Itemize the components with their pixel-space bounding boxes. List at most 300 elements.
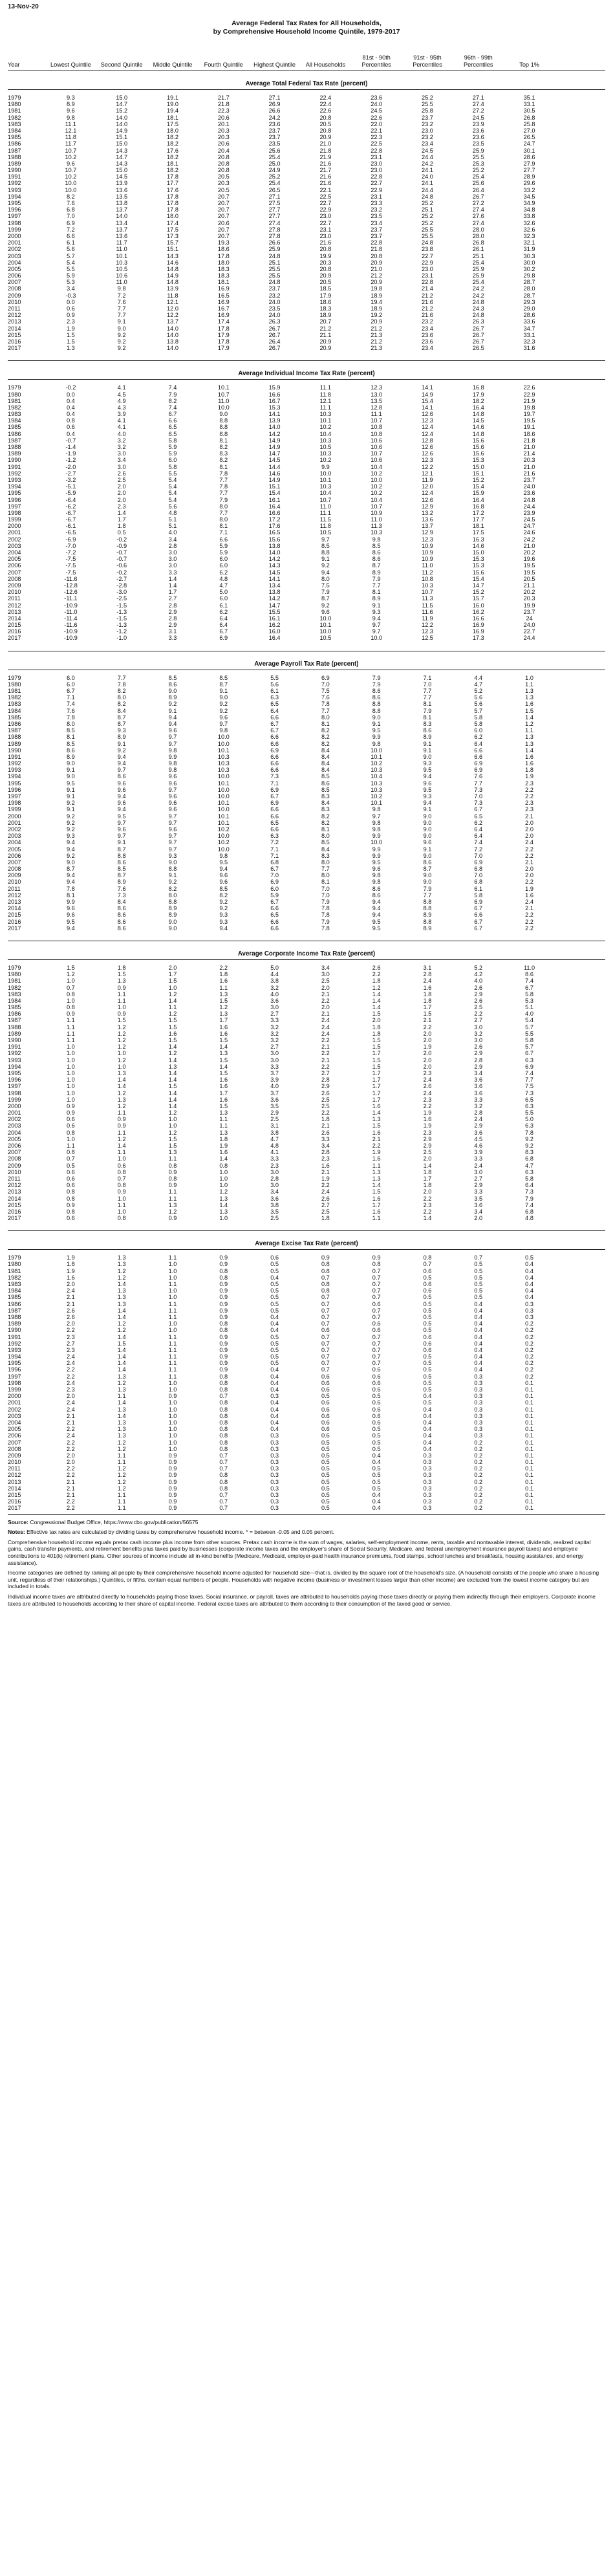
- table-row: [8, 147, 605, 154]
- value-cell: 0.4: [525, 1261, 533, 1268]
- value-cell: 27.7: [268, 206, 281, 213]
- year-cell: 1982: [8, 694, 21, 701]
- value-cell: 0.2: [474, 1472, 483, 1479]
- value-cell: 1.6: [219, 1023, 228, 1031]
- value-cell: -0.9: [116, 542, 127, 549]
- value-cell: 16.2: [472, 608, 484, 615]
- value-cell: 20.9: [319, 272, 332, 279]
- table-row: [8, 1432, 605, 1439]
- value-cell: 9.0: [168, 924, 177, 932]
- value-cell: 0.2: [525, 1327, 533, 1334]
- value-cell: 0.4: [270, 1379, 279, 1386]
- value-cell: 7.8: [117, 681, 126, 688]
- value-cell: 18.0: [167, 213, 178, 220]
- value-cell: 14.9: [422, 391, 433, 398]
- value-cell: 1.1: [168, 1353, 177, 1360]
- year-cell: 2011: [8, 595, 21, 602]
- value-cell: 5.4: [67, 259, 75, 266]
- table-row: [8, 813, 605, 820]
- value-cell: 17.8: [217, 338, 230, 345]
- value-cell: 0.1: [525, 1472, 533, 1479]
- value-cell: 20.6: [217, 140, 230, 147]
- value-cell: 19.4: [371, 298, 383, 305]
- value-cell: 1.8: [117, 523, 126, 530]
- value-cell: 0.3: [525, 1307, 533, 1314]
- value-cell: 25.5: [268, 272, 281, 279]
- value-cell: 9.2: [168, 701, 177, 708]
- value-cell: 0.2: [474, 1445, 483, 1452]
- table-row: [8, 193, 605, 200]
- value-cell: 0.4: [525, 1287, 533, 1294]
- value-cell: 8.6: [168, 681, 177, 688]
- value-cell: 2.9: [168, 622, 177, 629]
- value-cell: 0.9: [117, 984, 126, 991]
- value-cell: 1.0: [168, 1426, 177, 1433]
- value-cell: 13.8: [167, 338, 178, 345]
- table-row: [8, 477, 605, 483]
- value-cell: 13.9: [167, 285, 178, 292]
- value-cell: 0.4: [270, 1406, 279, 1413]
- value-cell: 5.7: [525, 1023, 533, 1031]
- value-cell: 0.9: [67, 1102, 75, 1109]
- value-cell: 1.1: [168, 1346, 177, 1353]
- value-cell: 0.5: [321, 1485, 330, 1492]
- value-cell: 6.1: [67, 239, 75, 246]
- table-row: [8, 497, 605, 503]
- value-cell: 14.0: [116, 213, 128, 220]
- year-cell: 1981: [8, 397, 21, 404]
- value-cell: 0.9: [168, 1505, 177, 1512]
- year-cell: 1998: [8, 1379, 21, 1386]
- value-cell: 6.6: [474, 747, 483, 754]
- value-cell: 3.1: [270, 1122, 279, 1130]
- value-cell: 0.7: [372, 1294, 381, 1301]
- value-cell: 7.8: [525, 1129, 533, 1136]
- table-row: [8, 977, 605, 984]
- table-row: [8, 101, 605, 107]
- value-cell: 0.2: [474, 1505, 483, 1512]
- value-cell: 0.6: [372, 1386, 381, 1393]
- value-cell: 21.8: [319, 147, 332, 154]
- value-cell: 16.8: [472, 384, 484, 391]
- value-cell: 0.9: [168, 1452, 177, 1459]
- value-cell: -3.2: [65, 476, 76, 483]
- value-cell: 0.8: [321, 1267, 330, 1274]
- value-cell: 23.8: [422, 246, 433, 253]
- value-cell: 9.1: [372, 720, 381, 727]
- table-row: [8, 312, 605, 318]
- table-row: [8, 1064, 605, 1070]
- value-cell: 3.0: [270, 1050, 279, 1057]
- year-cell: 1980: [8, 101, 21, 108]
- value-cell: 0.4: [270, 1320, 279, 1327]
- value-cell: 10.0: [217, 740, 230, 747]
- value-cell: 3.5: [270, 1208, 279, 1215]
- value-cell: 8.1: [423, 714, 432, 721]
- value-cell: 18.0: [167, 127, 178, 134]
- value-cell: 0.3: [270, 1472, 279, 1479]
- value-cell: 20.8: [319, 246, 332, 253]
- value-cell: 0.9: [117, 1116, 126, 1123]
- value-cell: 7.7: [423, 688, 432, 694]
- value-cell: 1.6: [372, 1129, 381, 1136]
- value-cell: 2.0: [423, 1030, 432, 1037]
- value-cell: 0.6: [67, 305, 75, 312]
- year-cell: 2003: [8, 833, 21, 840]
- year-cell: 2012: [8, 312, 21, 319]
- table-row: [8, 1136, 605, 1142]
- value-cell: 14.3: [167, 252, 178, 259]
- value-cell: 8.7: [67, 866, 75, 873]
- value-cell: 0.9: [219, 1346, 228, 1353]
- value-cell: 5.9: [67, 272, 75, 279]
- value-cell: 0.1: [525, 1445, 533, 1452]
- value-cell: 9.6: [168, 773, 177, 780]
- value-cell: 8.1: [219, 437, 228, 444]
- value-cell: 4.1: [117, 424, 126, 431]
- value-cell: 5.5: [270, 674, 279, 681]
- value-cell: 13.7: [422, 523, 433, 530]
- value-cell: 1.1: [67, 1030, 75, 1037]
- value-cell: 9.6: [67, 905, 75, 912]
- year-cell: 2014: [8, 905, 21, 912]
- value-cell: 0.6: [321, 1432, 330, 1439]
- value-cell: 15.6: [472, 450, 484, 457]
- value-cell: 7.0: [321, 681, 330, 688]
- value-cell: 18.2: [167, 167, 178, 174]
- value-cell: 34.5: [523, 193, 535, 200]
- value-cell: 8.5: [67, 727, 75, 734]
- value-cell: 3.0: [117, 463, 126, 470]
- value-cell: 2.6: [474, 1043, 483, 1051]
- table-row: [8, 1452, 605, 1459]
- table-row: [8, 266, 605, 272]
- value-cell: 5.1: [168, 516, 177, 523]
- year-cell: 2016: [8, 338, 21, 345]
- title-line-2: by Comprehensive Household Income Quintile, 1979-2017: [213, 28, 400, 36]
- value-cell: 5.1: [168, 523, 177, 530]
- value-cell: 10.3: [371, 786, 383, 793]
- table-row: [8, 767, 605, 773]
- value-cell: 8.9: [117, 734, 126, 741]
- table-row: [8, 233, 605, 239]
- value-cell: 20.6: [217, 219, 230, 226]
- value-cell: 0.6: [321, 1379, 330, 1386]
- value-cell: 6.6: [219, 536, 228, 543]
- value-cell: 7.9: [423, 885, 432, 892]
- value-cell: 6.7: [168, 411, 177, 418]
- value-cell: 10.0: [217, 793, 230, 800]
- year-cell: 1990: [8, 747, 21, 754]
- year-cell: 2013: [8, 1478, 21, 1485]
- value-cell: 1.7: [219, 1017, 228, 1024]
- value-cell: 17.8: [167, 200, 178, 206]
- value-cell: 3.6: [270, 1195, 279, 1202]
- value-cell: 9.8: [372, 825, 381, 833]
- value-cell: 1.4: [117, 1346, 126, 1353]
- value-cell: 1.9: [67, 325, 75, 332]
- value-cell: 7.0: [474, 872, 483, 879]
- value-cell: 14.1: [268, 411, 281, 418]
- table-row: [8, 437, 605, 444]
- value-cell: 33.1: [523, 101, 535, 108]
- value-cell: 2.0: [67, 1452, 75, 1459]
- value-cell: 0.5: [423, 1307, 432, 1314]
- value-cell: 1.4: [168, 575, 177, 582]
- value-cell: 0.3: [474, 1426, 483, 1433]
- year-cell: 2007: [8, 1149, 21, 1156]
- value-cell: 0.8: [117, 1215, 126, 1222]
- value-cell: 9.4: [117, 793, 126, 800]
- year-cell: 1999: [8, 1386, 21, 1393]
- value-cell: 16.7: [268, 397, 281, 404]
- value-cell: 7.9: [372, 575, 381, 582]
- value-cell: 1.5: [423, 1010, 432, 1018]
- year-cell: 1993: [8, 476, 21, 483]
- value-cell: 2.9: [423, 1135, 432, 1142]
- value-cell: 23.7: [268, 134, 281, 141]
- value-cell: 20.8: [217, 160, 230, 167]
- value-cell: 21.1: [523, 582, 535, 589]
- value-cell: 7.1: [270, 846, 279, 853]
- value-cell: 13.4: [116, 219, 128, 226]
- value-cell: 14.1: [422, 404, 433, 411]
- value-cell: 2.3: [423, 1069, 432, 1076]
- value-cell: 19.1: [523, 424, 535, 431]
- value-cell: 20.2: [523, 589, 535, 596]
- value-cell: 9.8: [168, 767, 177, 774]
- value-cell: 10.6: [371, 437, 383, 444]
- value-cell: 0.6: [372, 1320, 381, 1327]
- value-cell: 12.5: [422, 635, 433, 642]
- value-cell: 0.5: [321, 1393, 330, 1400]
- value-cell: 25.5: [422, 232, 433, 239]
- value-cell: 14.3: [116, 160, 128, 167]
- value-cell: 8.3: [321, 793, 330, 800]
- value-cell: 9.0: [423, 872, 432, 879]
- value-cell: -6.1: [65, 523, 76, 530]
- year-cell: 1992: [8, 180, 21, 187]
- value-cell: 1.3: [219, 1195, 228, 1202]
- year-cell: 2007: [8, 1439, 21, 1446]
- year-cell: 1985: [8, 424, 21, 431]
- value-cell: 1.3: [67, 345, 75, 352]
- value-cell: 6.9: [474, 858, 483, 866]
- value-cell: 0.6: [321, 1373, 330, 1380]
- value-cell: 11.9: [422, 476, 433, 483]
- value-cell: 23.0: [371, 167, 383, 174]
- value-cell: 28.6: [523, 312, 535, 319]
- year-cell: 1980: [8, 681, 21, 688]
- value-cell: 9.4: [372, 911, 381, 919]
- value-cell: 1.1: [219, 1116, 228, 1123]
- value-cell: 23.6: [472, 127, 484, 134]
- value-cell: 18.2: [472, 397, 484, 404]
- value-cell: 6.7: [270, 793, 279, 800]
- value-cell: 3.0: [168, 556, 177, 563]
- value-cell: 21.4: [422, 285, 433, 292]
- value-cell: 6.0: [219, 562, 228, 569]
- value-cell: 8.4: [117, 899, 126, 905]
- value-cell: 0.8: [219, 1445, 228, 1452]
- value-cell: 14.8: [472, 430, 484, 437]
- value-cell: 3.9: [270, 1076, 279, 1084]
- value-cell: 8.2: [321, 740, 330, 747]
- value-cell: 3.2: [117, 444, 126, 450]
- value-cell: 5.7: [525, 1043, 533, 1051]
- year-cell: 2006: [8, 562, 21, 569]
- year-cell: 1987: [8, 147, 21, 154]
- value-cell: 3.3: [474, 1096, 483, 1103]
- value-cell: 15.0: [472, 463, 484, 470]
- value-cell: 2.9: [474, 1063, 483, 1070]
- value-cell: 1.4: [168, 1043, 177, 1051]
- year-cell: 1996: [8, 206, 21, 213]
- table-row: [8, 1024, 605, 1031]
- value-cell: 17.3: [472, 635, 484, 642]
- value-cell: 14.0: [268, 549, 281, 556]
- value-cell: 6.7: [525, 1050, 533, 1057]
- value-cell: 15.3: [268, 404, 281, 411]
- table-row: [8, 1182, 605, 1188]
- value-cell: 22.6: [523, 384, 535, 391]
- value-cell: 9.5: [67, 918, 75, 925]
- value-cell: 8.6: [117, 773, 126, 780]
- value-cell: 8.2: [117, 688, 126, 694]
- table-row: [8, 154, 605, 160]
- value-cell: 9.4: [117, 753, 126, 760]
- value-cell: 8.9: [372, 569, 381, 576]
- value-cell: 0.3: [474, 1432, 483, 1439]
- value-cell: 1.7: [423, 1175, 432, 1182]
- value-cell: 8.6: [117, 918, 126, 925]
- value-cell: 0.4: [474, 1346, 483, 1353]
- value-cell: 24.2: [472, 292, 484, 299]
- value-cell: 0.7: [372, 1333, 381, 1340]
- table-row: [8, 556, 605, 562]
- value-cell: 7.4: [525, 1201, 533, 1208]
- value-cell: 7.8: [321, 701, 330, 708]
- value-cell: 10.2: [371, 483, 383, 490]
- value-cell: 0.6: [67, 424, 75, 431]
- value-cell: 13.0: [371, 391, 383, 398]
- value-cell: 23.7: [523, 476, 535, 483]
- value-cell: 0.9: [219, 1287, 228, 1294]
- value-cell: -0.6: [116, 562, 127, 569]
- value-cell: 25.2: [422, 219, 433, 226]
- value-cell: 5.7: [67, 252, 75, 259]
- value-cell: 10.7: [65, 147, 77, 154]
- value-cell: 2.3: [67, 318, 75, 325]
- value-cell: -11.6: [64, 622, 78, 629]
- value-cell: 2.0: [372, 1017, 381, 1024]
- value-cell: 0.5: [474, 1261, 483, 1268]
- value-cell: 17.4: [167, 219, 178, 226]
- value-cell: 1.1: [168, 1155, 177, 1162]
- value-cell: 1.0: [117, 1050, 126, 1057]
- value-cell: 18.2: [167, 140, 178, 147]
- value-cell: 1.9: [67, 1254, 75, 1261]
- column-header: Lowest Quintile: [50, 61, 91, 68]
- value-cell: 9.1: [117, 318, 126, 325]
- value-cell: 30.5: [523, 107, 535, 115]
- table-row: [8, 1083, 605, 1089]
- table-row: [8, 444, 605, 450]
- value-cell: 9.6: [168, 825, 177, 833]
- value-cell: 17.8: [217, 325, 230, 332]
- value-cell: 4.0: [117, 430, 126, 437]
- value-cell: 22.3: [371, 134, 383, 141]
- value-cell: 0.6: [423, 1281, 432, 1287]
- value-cell: 9.4: [67, 839, 75, 846]
- table-row: [8, 991, 605, 998]
- value-cell: 7.5: [321, 582, 330, 589]
- value-cell: 8.8: [219, 417, 228, 424]
- value-cell: 0.6: [67, 1122, 75, 1130]
- value-cell: 22.9: [319, 206, 332, 213]
- value-cell: 8.6: [321, 780, 330, 787]
- value-cell: 1.0: [67, 1076, 75, 1084]
- value-cell: 10.5: [319, 529, 332, 536]
- value-cell: 6.8: [270, 858, 279, 866]
- value-cell: 9.5: [423, 786, 432, 793]
- value-cell: 22.7: [523, 628, 535, 635]
- value-cell: 3.7: [270, 1069, 279, 1076]
- table-row: [8, 299, 605, 305]
- value-cell: 5.6: [67, 246, 75, 253]
- value-cell: 13.6: [116, 186, 128, 193]
- value-cell: 5.7: [474, 707, 483, 714]
- value-cell: 0.8: [321, 1261, 330, 1268]
- value-cell: 10.5: [319, 444, 332, 450]
- value-cell: 22.1: [319, 186, 332, 193]
- value-cell: 30.3: [523, 252, 535, 259]
- value-cell: 2.9: [474, 1122, 483, 1130]
- value-cell: 1.2: [117, 1472, 126, 1479]
- year-cell: 2002: [8, 825, 21, 833]
- value-cell: 3.0: [474, 1037, 483, 1043]
- value-cell: 8.2: [168, 397, 177, 404]
- value-cell: 22.8: [371, 239, 383, 246]
- value-cell: 0.7: [219, 1452, 228, 1459]
- value-cell: 0.6: [321, 1386, 330, 1393]
- value-cell: 24.0: [268, 312, 281, 319]
- table-row: [8, 279, 605, 285]
- value-cell: 10.4: [371, 496, 383, 503]
- value-cell: 33.1: [523, 331, 535, 338]
- value-cell: 10.7: [422, 589, 433, 596]
- value-cell: 0.4: [525, 1294, 533, 1301]
- value-cell: 10.7: [217, 391, 230, 398]
- year-cell: 2000: [8, 813, 21, 820]
- value-cell: 19.4: [167, 107, 178, 115]
- table-row: [8, 398, 605, 404]
- value-cell: 2.6: [474, 984, 483, 991]
- value-cell: 0.9: [168, 1492, 177, 1498]
- value-cell: 23.6: [422, 338, 433, 345]
- value-cell: 16.8: [472, 503, 484, 510]
- value-cell: 23.2: [422, 120, 433, 127]
- table-row: [8, 305, 605, 312]
- table-section: [8, 1239, 605, 1511]
- value-cell: 9.8: [168, 747, 177, 754]
- value-cell: 0.5: [372, 1426, 381, 1433]
- value-cell: 0.5: [321, 1472, 330, 1479]
- table-row: [8, 543, 605, 549]
- value-cell: 27.7: [523, 167, 535, 174]
- value-cell: 2.5: [474, 1004, 483, 1011]
- table-row: [8, 338, 605, 345]
